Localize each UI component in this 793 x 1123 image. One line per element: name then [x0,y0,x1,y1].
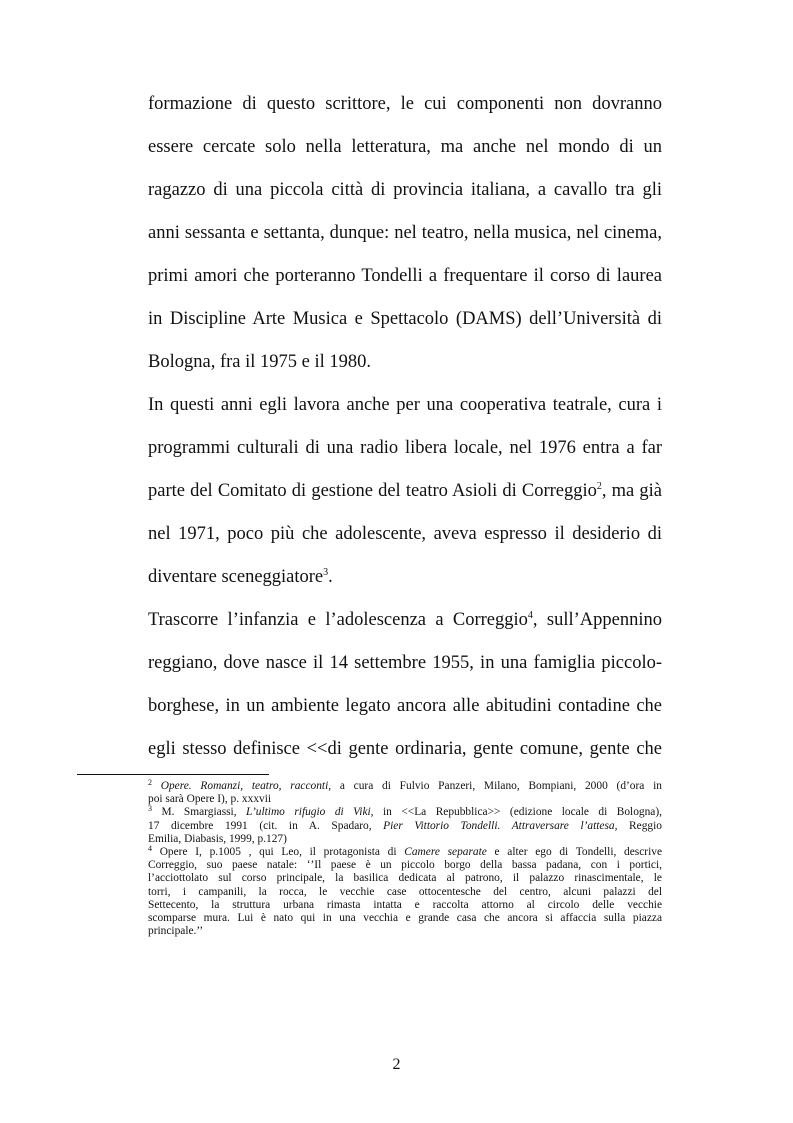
footnote-title: L’ultimo rifugio di Viki, [246,806,374,819]
text-line: formazione di questo scrittore, le cui componenti non dovranno [148,94,662,114]
text-line: in Discipline Arte Musica e Spettacolo (DAMS) dell’Università di [148,309,662,329]
paragraph-1 [148,83,662,384]
text-segment: parte del Comitato di gestione del teatro Asioli di Correggio [148,481,597,501]
footnote-number: 3 [148,804,152,814]
text-segment: diventare sceneggiatore [148,567,324,587]
footnote-line [148,846,662,859]
text-segment: M. Smargiassi, [152,806,247,819]
footnote-separator [77,774,269,775]
text-segment: . [328,567,333,587]
text-segment: , ma già [601,481,662,501]
footnote-title: Pier Vittorio Tondelli. Attraversare l’attesa, [383,819,618,832]
text-line: essere cercate solo nella letteratura, ma anche nel mondo di un [148,137,662,157]
paragraph-2 [148,384,662,599]
text-line: reggiano, dove nasce il 14 settembre 1955, in una famiglia piccolo- [148,653,662,673]
text-segment: Opere I, p.1005 , qui Leo, il protagonista di [152,846,405,859]
text-line: anni sessanta e settanta, dunque: nel teatro, nella musica, nel cinema, [148,223,662,243]
text-segment: , a cura di Fulvio Panzeri, Milano, Bompiani, 2000 (d’ora in [328,780,662,792]
text-line [148,470,662,513]
text-segment: e alter ego di Tondelli, descrive [486,846,663,859]
page-number: 2 [392,1056,401,1073]
text-line: programmi culturali di una radio libera locale, nel 1976 entra a far [148,438,662,458]
footnote-line: principale.’’ [148,925,204,938]
footnote-2 [148,780,662,806]
text-segment: 17 dicembre 1991 (cit. in A. Spadaro, [148,819,384,832]
footnote-number: 4 [148,844,152,854]
footnote-ref-3[interactable]: 3 [323,567,329,578]
footnote-3 [148,806,662,846]
text-line: egli stesso definisce <<di gente ordinaria, gente comune, gente che [148,739,662,759]
footnote-line: torri, i campanili, la rocca, le vecchie case ottocentesche del centro, alcuni palazzi del [148,885,662,898]
footnote-ref-2[interactable]: 2 [596,481,602,492]
footnote-line [148,780,662,793]
footnote-line [148,820,662,833]
text-line: In questi anni egli lavora anche per una cooperativa teatrale, cura i [148,395,662,415]
text-segment: Reggio [617,819,662,832]
text-segment: , sull’Appennino [532,610,662,630]
footnote-title: Camere separate [404,846,487,859]
text-line: Bologna, fra il 1975 e il 1980. [148,352,371,372]
footnote-line: poi sarà Opere I), p. xxxvii [148,793,272,806]
text-segment: in <<La Repubblica>> (edizione locale di Bologna), [373,806,663,819]
footnotes [148,780,662,938]
footnote-line: Correggio, suo paese natale: ‘’Il paese è un piccolo borgo della bassa padana, con i portici, [148,859,662,872]
text-line: nel 1971, poco più che adolescente, aveva espresso il desiderio di [148,524,662,544]
text-line: primi amori che porteranno Tondelli a frequentare il corso di laurea [148,266,662,286]
footnote-title: Opere. Romanzi, teatro, racconti [160,780,329,792]
text-line: ragazzo di una piccola città di provincia italiana, a cavallo tra gli [148,180,662,200]
footnote-4 [148,846,662,938]
footnote-line: Settecento, la struttura urbana rimasta intatta e raccolta attorno al circolo delle vecchie [148,898,662,911]
footnote-number: 2 [148,778,152,787]
text-line [148,599,662,642]
text-segment: Trascorre l’infanzia e l’adolescenza a Correggio [148,610,528,630]
text-line: borghese, in un ambiente legato ancora alle abitudini contadine che [148,696,662,716]
footnote-line [148,806,662,819]
footnote-line: Emilia, Diabasis, 1999, p.127) [148,832,287,845]
text-line [148,556,662,599]
footnote-line: l’acciottolato sul corso principale, la basilica dedicata al patrono, il palazzo rinascimentale, le [148,872,662,885]
paragraph-3 [148,599,662,771]
footnote-ref-4[interactable]: 4 [527,610,533,621]
footnote-line: scomparse mura. Lui è nato qui in una vecchia e grande casa che ancora si affaccia sulla piazza [148,912,662,925]
